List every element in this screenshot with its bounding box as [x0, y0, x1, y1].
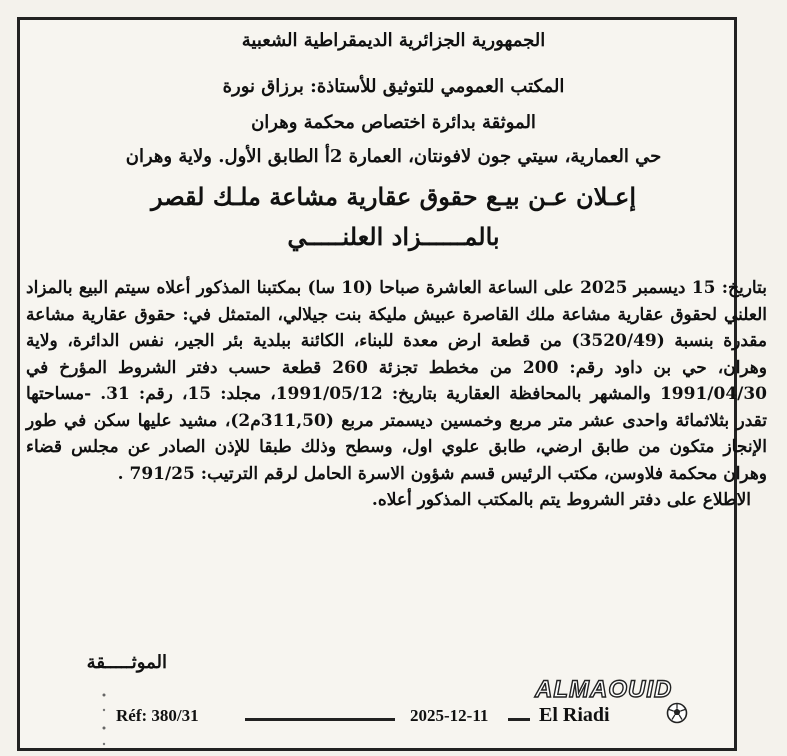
body-paragraph: بتاريخ: 15 ديسمبر 2025 على الساعة العاشرة صباحا (10 سا) بمكتبنا المذكور أعلاه سيتم البيع بالمزاد العلني لحقوق عقارية مشاعة ملك القاصرة عبيش مليكة بنت جيلالي، المتمثل في: حقوق عقارية مشاعة مقدرة بنسبة (3520/49) من قطعة ارض معدة للبناء، الكائنة ببلدية بئر الجير، نفس الدائرة، ولاية وهران، حي بن داود رقم: 200 من مخطط تجزئة 260 قطعة حسب دفتر الشروط المؤرخ في 1991/04/30 والمشهر بالمحافظة العقارية بتاريخ: 1991/05/12، مجلد: 15، رقم: 31. -مساحتها تقدر بثلاثمائة واحدى عشر متر مربع وخمسين ديسمتر مربع (311,50م2)، مشيد عليها سكن في طور الإنجاز متكون من طابق ارضي، طابق علوي اول، وسطح وذلك طبقا للإذن الصادر عن مجلس قضاء وهران محكمة فلاوسن، مكتب الرئيس قسم شؤون الاسرة الحامل لرقم الترتيب: 791/25 .	[26, 278, 768, 484]
reference-number: Réf: 380/31	[116, 706, 199, 725]
office-header: المكتب العمومي للتوثيق للأستاذة: برزاق نورة	[222, 76, 565, 97]
announcement-subtitle: بالمــــــزاد العلنـــــي	[287, 222, 500, 251]
address-header: حي العمارية، سيتي جون لافونتان، العمارة 2أ الطابق الأول. ولاية وهران	[125, 146, 662, 167]
notary-signature: الموثـــــقة	[86, 652, 167, 673]
logo-main-text: ALMAOUID	[535, 676, 673, 703]
scan-marks	[100, 690, 108, 750]
logo-sub-text: El Riadi	[539, 704, 610, 726]
soccer-ball-icon	[666, 702, 688, 724]
announcement-title: إعـلان عـن بيـع حقوق عقارية مشاعة ملـك لقصر	[150, 182, 637, 211]
divider	[508, 718, 530, 721]
announcement-body	[26, 275, 767, 514]
jurisdiction-header: الموثقة بدائرة اختصاص محكمة وهران	[251, 112, 536, 133]
divider	[245, 718, 395, 721]
newspaper-logo	[535, 676, 690, 732]
republic-header: الجمهورية الجزائرية الديمقراطية الشعبية	[241, 30, 546, 51]
body-paragraph: الاطلاع على دفتر الشروط يتم بالمكتب المذكور أعلاه.	[371, 490, 751, 510]
publication-date: 2025-12-11	[410, 706, 489, 725]
